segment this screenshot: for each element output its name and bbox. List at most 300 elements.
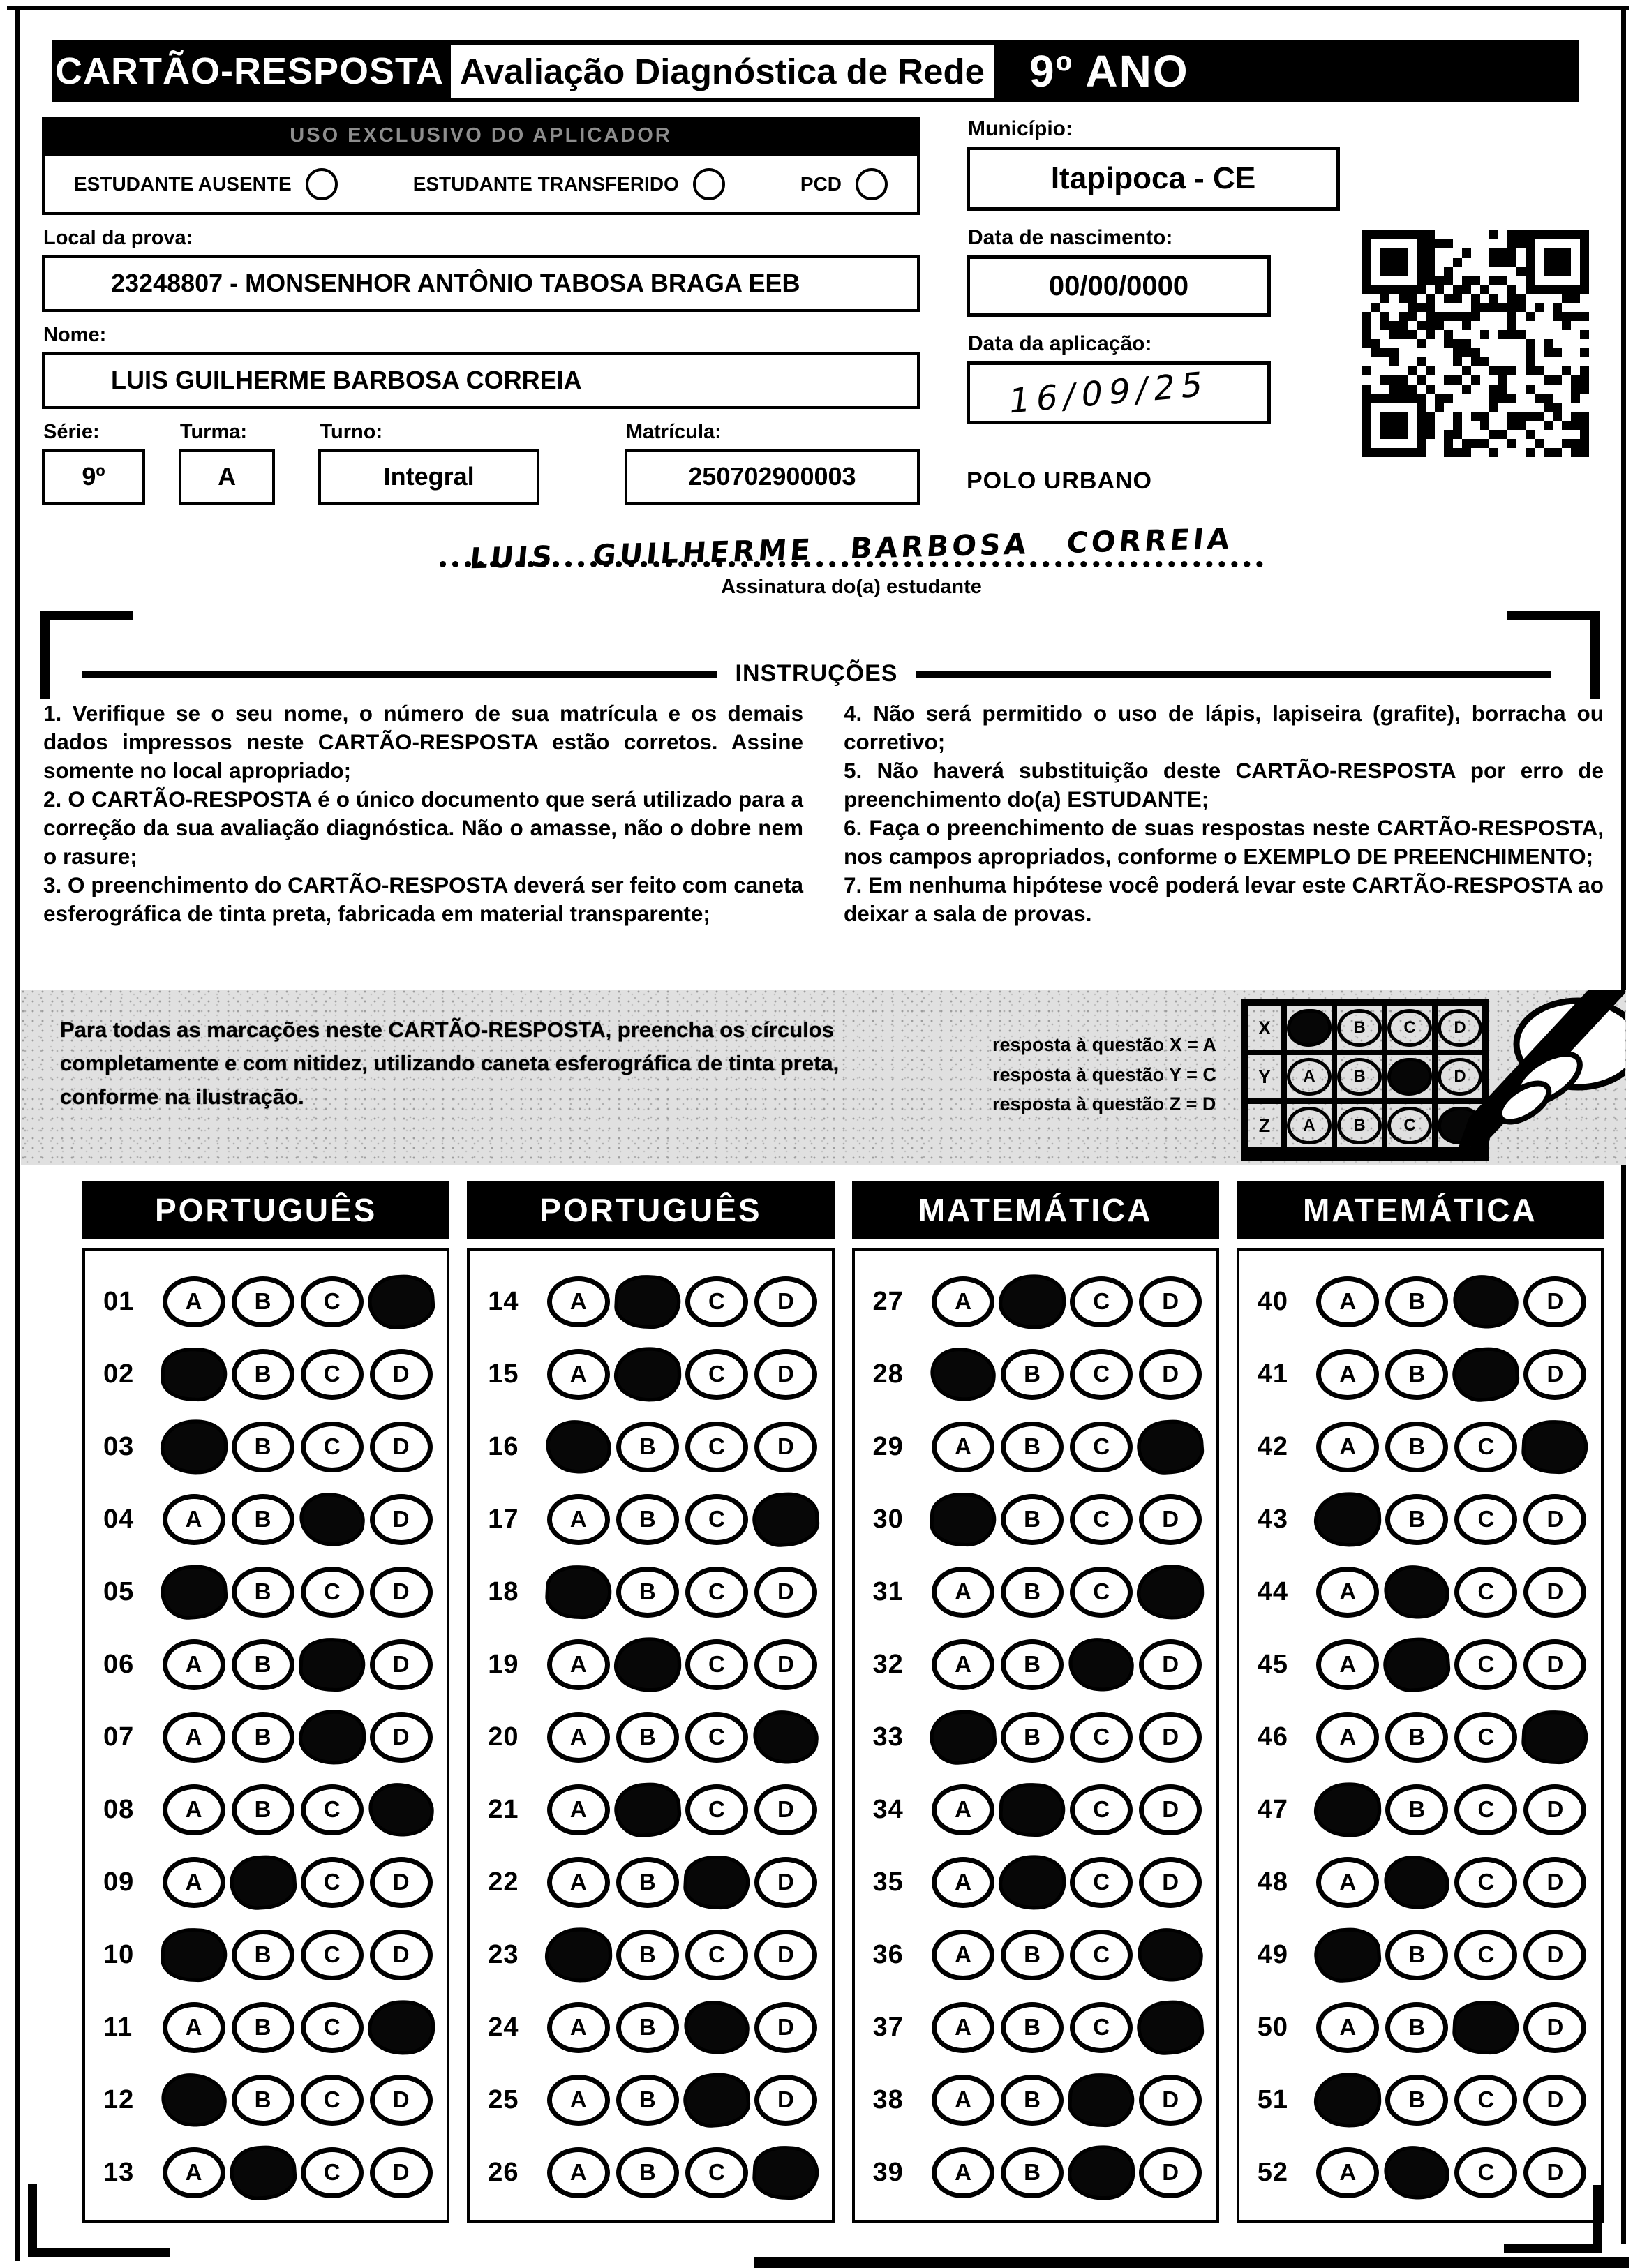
bubble-q37-D[interactable] [1135,1998,1206,2057]
bubble-q16-C[interactable]: C [685,1422,748,1472]
question-row [1239,1701,1601,1773]
bubble-q24-B[interactable]: B [616,2002,679,2053]
bubble-q14-D[interactable]: D [754,1276,817,1327]
bubble-q08-D[interactable] [366,1780,436,1839]
bubble-q32-A[interactable]: A [932,1639,994,1690]
bubble-cell [544,1712,613,1763]
example-bubble-Y-D[interactable]: D [1438,1058,1482,1096]
bubble-q22-A[interactable]: A [547,1857,610,1908]
bubble-q23-D[interactable]: D [754,1930,817,1980]
bubble-q20-D[interactable] [751,1708,821,1766]
bubble-q15-B[interactable] [613,1345,682,1402]
question-number: 29 [872,1431,904,1461]
bubble-q18-B[interactable]: B [616,1567,679,1618]
bubble-q07-C[interactable] [297,1708,366,1765]
bubble-q06-B[interactable]: B [232,1639,294,1690]
bubble-q37-B[interactable]: B [1001,2002,1064,2053]
bubble-q47-C[interactable]: C [1454,1784,1517,1835]
bubble-q18-A[interactable] [544,1563,613,1620]
bubble-q21-D[interactable]: D [754,1784,817,1835]
bubble-q02-A[interactable] [159,1345,228,1402]
bubble-q12-A[interactable] [159,2071,229,2129]
bubble-cell [1452,1276,1521,1327]
bubble-cell [1067,2147,1136,2198]
example-bubble-Y-A[interactable]: A [1287,1058,1332,1096]
bubble-q08-C[interactable]: C [301,1784,364,1835]
bubble-q18-D[interactable]: D [754,1567,817,1618]
bubble-cell [1382,1567,1452,1618]
bubble-q22-C[interactable] [683,1853,751,1910]
bubble-q33-B[interactable]: B [1001,1712,1064,1763]
bubble-q03-D[interactable]: D [370,1422,433,1472]
aplicacao-label: Data da aplicação: [968,332,1152,355]
bubble-q11-D[interactable] [366,1999,435,2055]
bubble-q43-D[interactable]: D [1523,1494,1586,1545]
bubble-q37-C[interactable]: C [1070,2002,1133,2053]
bubble-q13-B[interactable] [228,2143,298,2202]
bubble-q20-A[interactable]: A [547,1712,610,1763]
bubble-q02-C[interactable]: C [301,1349,364,1400]
bubble-cell [751,1494,820,1545]
bubble-cell [1521,1784,1590,1835]
question-number: 45 [1257,1649,1289,1679]
bubble-q32-C[interactable] [1066,1635,1136,1694]
bubble-q24-C[interactable] [682,1998,752,2057]
bubble-q35-A[interactable]: A [932,1857,994,1908]
bubble-q52-B[interactable] [1382,2143,1452,2202]
bubble-q03-B[interactable]: B [232,1422,294,1472]
bubble-q05-B[interactable]: B [232,1567,294,1618]
bubble-q05-A[interactable] [158,1562,229,1621]
question-number: 20 [488,1722,519,1752]
bubble-q03-A[interactable] [159,1418,228,1475]
bubble-q51-B[interactable]: B [1385,2075,1448,2126]
bubble-q21-C[interactable]: C [685,1784,748,1835]
bubble-cell [1521,1349,1590,1400]
bubble-q06-D[interactable]: D [370,1639,433,1690]
bubble-q25-D[interactable]: D [754,2075,817,2126]
bubble-q05-D[interactable]: D [370,1567,433,1618]
bubble-q11-A[interactable]: A [163,2002,225,2053]
bubble-cell [682,1349,751,1400]
bubble-q49-A[interactable] [1313,1925,1383,1984]
bubble-cell [998,1712,1067,1763]
bubble-q06-A[interactable]: A [163,1639,225,1690]
bubble-q31-B[interactable]: B [1001,1567,1064,1618]
bubble-q50-C[interactable] [1452,1999,1520,2055]
bubble-q07-A[interactable]: A [163,1712,225,1763]
applicator-option-circle[interactable] [856,168,888,200]
bubble-q15-D[interactable]: D [754,1349,817,1400]
bubble-q05-C[interactable]: C [301,1567,364,1618]
bubble-q45-B[interactable] [1382,1635,1452,1694]
bubble-q52-A[interactable]: A [1316,2147,1379,2198]
bubble-q24-D[interactable]: D [754,2002,817,2053]
bubble-q12-D[interactable]: D [370,2075,433,2126]
bubble-q28-A[interactable] [928,1345,998,1403]
question-number: 09 [103,1867,135,1897]
bubble-cell [1382,1349,1452,1400]
bubble-q44-B[interactable] [1382,1562,1452,1621]
example-bubble-X-D[interactable]: D [1438,1009,1482,1047]
bubble-q48-A[interactable]: A [1316,1857,1379,1908]
bubble-q36-C[interactable]: C [1070,1930,1133,1980]
applicator-option-circle[interactable] [306,168,338,200]
question-row [855,1410,1216,1483]
bubble-q19-C[interactable]: C [685,1639,748,1690]
question-row [1239,1773,1601,1846]
bubble-cell [159,1857,228,1908]
bubble-q12-C[interactable]: C [301,2075,364,2126]
bubble-q21-A[interactable]: A [547,1784,610,1835]
bubble-q28-B[interactable]: B [1001,1349,1064,1400]
example-bubble-Z-B[interactable]: B [1337,1107,1382,1144]
bubble-q25-C[interactable] [682,2071,752,2129]
bubble-cell [1452,1930,1521,1980]
bubble-q31-C[interactable]: C [1070,1567,1133,1618]
bubble-q41-B[interactable]: B [1385,1349,1448,1400]
bubble-q07-B[interactable]: B [232,1712,294,1763]
bubble-q02-B[interactable]: B [232,1349,294,1400]
bubble-q35-C[interactable]: C [1070,1857,1133,1908]
bubble-q16-A[interactable] [544,1417,613,1476]
bubble-q45-A[interactable]: A [1316,1639,1379,1690]
bubble-q47-A[interactable] [1313,1781,1382,1837]
bubble-cell [159,2075,228,2126]
example-bubble-X-A[interactable] [1287,1009,1332,1047]
bubble-q41-A[interactable]: A [1316,1349,1379,1400]
bubble-q38-C[interactable] [1067,2071,1135,2128]
bubble-q39-B[interactable]: B [1001,2147,1064,2198]
bubble-cell [297,1494,366,1545]
bubble-q22-D[interactable]: D [754,1857,817,1908]
question-number: 33 [872,1722,904,1752]
bubble-cell [1136,1276,1205,1327]
bubble-q10-B[interactable]: B [232,1930,294,1980]
question-number: 07 [103,1722,135,1752]
question-number: 34 [872,1794,904,1824]
bubble-cell [751,1712,820,1763]
bubble-cell [159,1422,228,1472]
bubble-q41-D[interactable]: D [1523,1349,1586,1400]
bubble-q27-A[interactable]: A [932,1276,994,1327]
bubble-q31-A[interactable]: A [932,1567,994,1618]
bubble-q51-A[interactable] [1313,2071,1382,2128]
bubble-q16-D[interactable]: D [754,1422,817,1472]
bubble-q42-B[interactable]: B [1385,1422,1448,1472]
bubble-q49-D[interactable]: D [1523,1930,1586,1980]
bubble-cell [366,1639,435,1690]
bubble-q47-D[interactable]: D [1523,1784,1586,1835]
bubble-cell [929,2147,998,2198]
bubble-q50-D[interactable]: D [1523,2002,1586,2053]
bubble-q40-D[interactable]: D [1523,1276,1586,1327]
bubble-q14-A[interactable]: A [547,1276,610,1327]
bubble-q33-A[interactable] [928,1708,999,1766]
bubble-q07-D[interactable]: D [370,1712,433,1763]
example-bubble-X-C[interactable]: C [1387,1009,1432,1047]
bubble-q34-B[interactable] [998,1781,1066,1837]
bubble-q09-A[interactable]: A [163,1857,225,1908]
subject-header: PORTUGUÊS [82,1181,449,1239]
bubble-q39-C[interactable] [1067,2144,1136,2200]
bubble-cell [366,1494,435,1545]
example-bubble-X-B[interactable]: B [1337,1009,1382,1047]
bubble-q34-A[interactable]: A [932,1784,994,1835]
bubble-q43-C[interactable]: C [1454,1494,1517,1545]
bubble-q11-C[interactable]: C [301,2002,364,2053]
bubble-q11-B[interactable]: B [232,2002,294,2053]
question-number: 40 [1257,1286,1289,1316]
bubble-q42-C[interactable]: C [1454,1422,1517,1472]
bubble-q40-B[interactable]: B [1385,1276,1448,1327]
bubble-q44-A[interactable]: A [1316,1567,1379,1618]
bubble-q24-A[interactable]: A [547,2002,610,2053]
bubble-q28-D[interactable]: D [1139,1349,1202,1400]
bubble-q09-B[interactable] [228,1853,298,1911]
bubble-q38-D[interactable]: D [1139,2075,1202,2126]
bubble-q45-D[interactable]: D [1523,1639,1586,1690]
bubble-q36-A[interactable]: A [932,1930,994,1980]
bubble-q37-A[interactable]: A [932,2002,994,2053]
bubble-cell [228,1712,297,1763]
bubble-q46-C[interactable]: C [1454,1712,1517,1763]
bubble-cell [1521,1422,1590,1472]
bubble-cell [544,2002,613,2053]
bubble-q36-D[interactable] [1135,1925,1205,1984]
bubble-q33-C[interactable]: C [1070,1712,1133,1763]
bubble-q10-D[interactable]: D [370,1930,433,1980]
bubble-q12-B[interactable]: B [232,2075,294,2126]
bubble-q43-B[interactable]: B [1385,1494,1448,1545]
bubble-q25-A[interactable]: A [547,2075,610,2126]
bubble-q22-B[interactable]: B [616,1857,679,1908]
bubble-q21-B[interactable] [613,1780,683,1839]
bubble-cell [366,2002,435,2053]
bubble-q38-A[interactable]: A [932,2075,994,2126]
bubble-q27-C[interactable]: C [1070,1276,1133,1327]
bubble-q48-B[interactable] [1382,1853,1452,1911]
bubble-q52-D[interactable]: D [1523,2147,1586,2198]
question-number: 16 [488,1431,519,1461]
bubble-cell [929,1567,998,1618]
question-number: 22 [488,1867,519,1897]
bubble-cell [751,2075,820,2126]
bubble-q15-A[interactable]: A [547,1349,610,1400]
bubble-q26-B[interactable]: B [616,2147,679,2198]
instruction-item: 2. O CARTÃO-RESPOSTA é o único documento que será utilizado para a correção da sua avaliação diagnóstica. Não o amasse, não o dobre nem o rasure; [43,786,803,869]
example-bubble-Y-B[interactable]: B [1337,1058,1382,1096]
question-row [855,1338,1216,1410]
bubble-q48-C[interactable]: C [1454,1857,1517,1908]
bubble-cell [998,1422,1067,1472]
bubble-q01-B[interactable]: B [232,1276,294,1327]
bubble-q09-C[interactable]: C [301,1857,364,1908]
bubble-q42-A[interactable]: A [1316,1422,1379,1472]
bubble-q32-D[interactable]: D [1139,1639,1202,1690]
bubble-q10-A[interactable] [159,1926,228,1983]
bubble-q50-B[interactable]: B [1385,2002,1448,2053]
bubble-q06-C[interactable] [297,1636,366,1692]
bubble-q01-C[interactable]: C [301,1276,364,1327]
question-row [470,1483,831,1555]
bubble-q14-C[interactable]: C [685,1276,748,1327]
bubble-q46-D[interactable] [1521,1708,1589,1765]
question-number: 19 [488,1649,519,1679]
question-row [470,1628,831,1701]
bubble-q19-D[interactable]: D [754,1639,817,1690]
bubble-q18-C[interactable]: C [685,1567,748,1618]
applicator-option-label: PCD [800,173,842,195]
question-row [85,1338,447,1410]
bubble-q42-D[interactable] [1521,1418,1589,1475]
bubble-q29-D[interactable] [1135,1417,1206,1476]
question-row [85,1483,447,1555]
bubble-cell [228,2147,297,2198]
question-row [1239,1265,1601,1338]
applicator-option-3 [800,168,888,200]
bubble-q13-D[interactable]: D [370,2147,433,2198]
bubble-q48-D[interactable]: D [1523,1857,1586,1908]
bubble-q36-B[interactable]: B [1001,1930,1064,1980]
bubble-q27-D[interactable]: D [1139,1276,1202,1327]
bubble-q16-B[interactable]: B [616,1422,679,1472]
bubble-q30-C[interactable]: C [1070,1494,1133,1545]
bubble-q49-B[interactable]: B [1385,1930,1448,1980]
bubble-cell [613,2147,682,2198]
bubble-q04-A[interactable]: A [163,1494,225,1545]
bubble-q30-B[interactable]: B [1001,1494,1064,1545]
bubble-q30-D[interactable]: D [1139,1494,1202,1545]
bubble-q08-B[interactable]: B [232,1784,294,1835]
question-number: 47 [1257,1794,1289,1824]
bubble-q01-A[interactable]: A [163,1276,225,1327]
bubble-cell [682,2002,751,2053]
bubble-q17-D[interactable] [751,1490,821,1549]
bubble-q32-B[interactable]: B [1001,1639,1064,1690]
bubble-q39-D[interactable]: D [1139,2147,1202,2198]
bubble-q04-B[interactable]: B [232,1494,294,1545]
question-number: 32 [872,1649,904,1679]
bubble-q51-C[interactable]: C [1454,2075,1517,2126]
bubble-q26-C[interactable]: C [685,2147,748,2198]
bubble-q31-D[interactable] [1136,1563,1205,1620]
bubble-cell [159,1712,228,1763]
bubble-cell [1067,1276,1136,1327]
bubble-q29-A[interactable]: A [932,1422,994,1472]
bubble-cell [366,1422,435,1472]
bubble-cell [682,2147,751,2198]
bubble-cell [998,1784,1067,1835]
bubble-q41-C[interactable] [1451,1345,1521,1403]
bubble-q40-A[interactable]: A [1316,1276,1379,1327]
instruction-item: 6. Faça o preenchimento de suas respostas neste CARTÃO-RESPOSTA, nos campos apropriados, conforme o EXEMPLO DE PREENCHIMENTO; [844,814,1604,869]
question-row [855,1773,1216,1846]
question-number: 39 [872,2157,904,2187]
bubble-q17-B[interactable]: B [616,1494,679,1545]
bubble-q34-D[interactable]: D [1139,1784,1202,1835]
bubble-q33-D[interactable]: D [1139,1712,1202,1763]
bubble-cell [682,1639,751,1690]
instructions-rule-left [82,671,717,678]
bubble-q45-C[interactable]: C [1454,1639,1517,1690]
bubble-q34-C[interactable]: C [1070,1784,1133,1835]
question-row [855,1846,1216,1918]
bubble-q10-C[interactable]: C [301,1930,364,1980]
example-bubble-Z-C[interactable]: C [1387,1107,1432,1144]
bubble-q49-C[interactable]: C [1454,1930,1517,1980]
bubble-q35-B[interactable] [998,1853,1067,1910]
bubble-q09-D[interactable]: D [370,1857,433,1908]
example-row-label [1245,1052,1284,1101]
bubble-q02-D[interactable]: D [370,1349,433,1400]
bubble-q30-A[interactable] [929,1491,997,1547]
bubble-q46-A[interactable]: A [1316,1712,1379,1763]
bubble-q13-A[interactable]: A [163,2147,225,2198]
bubble-q23-A[interactable] [544,1926,613,1983]
bubble-q15-C[interactable]: C [685,1349,748,1400]
bubble-cell [1067,2075,1136,2126]
bubble-q52-C[interactable]: C [1454,2147,1517,2198]
bubble-q20-B[interactable]: B [616,1712,679,1763]
bubble-q39-A[interactable]: A [932,2147,994,2198]
bubble-q28-C[interactable]: C [1070,1349,1133,1400]
bubble-q44-C[interactable]: C [1454,1567,1517,1618]
bubble-q25-B[interactable]: B [616,2075,679,2126]
bubble-q47-B[interactable]: B [1385,1784,1448,1835]
bubble-q04-C[interactable] [297,1490,367,1549]
applicator-option-circle[interactable] [693,168,725,200]
bubble-q17-C[interactable]: C [685,1494,748,1545]
bubble-q29-B[interactable]: B [1001,1422,1064,1472]
example-bubble-Y-C[interactable] [1387,1058,1432,1096]
bubble-cell [159,2002,228,2053]
bubble-q29-C[interactable]: C [1070,1422,1133,1472]
bubble-q17-A[interactable]: A [547,1494,610,1545]
bubble-q20-C[interactable]: C [685,1712,748,1763]
bubble-q23-B[interactable]: B [616,1930,679,1980]
bubble-q26-D[interactable] [752,2144,820,2200]
question-number: 04 [103,1504,135,1534]
question-number: 49 [1257,1939,1289,1969]
question-row [470,1773,831,1846]
bubble-q50-A[interactable]: A [1316,2002,1379,2053]
bubble-cell [998,1857,1067,1908]
bubble-q51-D[interactable]: D [1523,2075,1586,2126]
turma-field: A [179,449,276,505]
bubble-q44-D[interactable]: D [1523,1567,1586,1618]
bubble-q14-B[interactable] [613,1273,682,1329]
bubble-q19-B[interactable] [613,1636,682,1692]
bubble-q46-B[interactable]: B [1385,1712,1448,1763]
bubble-q38-B[interactable]: B [1001,2075,1064,2126]
example-bubble-Z-A[interactable]: A [1287,1107,1332,1144]
bubble-q04-D[interactable]: D [370,1494,433,1545]
bubble-q01-D[interactable] [366,1272,436,1331]
bubble-q19-A[interactable]: A [547,1639,610,1690]
bubble-q08-A[interactable]: A [163,1784,225,1835]
bubble-q13-C[interactable]: C [301,2147,364,2198]
bubble-q26-A[interactable]: A [547,2147,610,2198]
bubble-q40-C[interactable] [1451,1272,1521,1331]
bubble-q27-B[interactable] [998,1273,1067,1329]
bubble-q03-C[interactable]: C [301,1422,364,1472]
bubble-q35-D[interactable]: D [1139,1857,1202,1908]
bubble-q23-C[interactable]: C [685,1930,748,1980]
bubble-q43-A[interactable] [1313,1491,1382,1547]
bubble-cell [1136,2147,1205,2198]
bubble-cell [1313,1422,1382,1472]
